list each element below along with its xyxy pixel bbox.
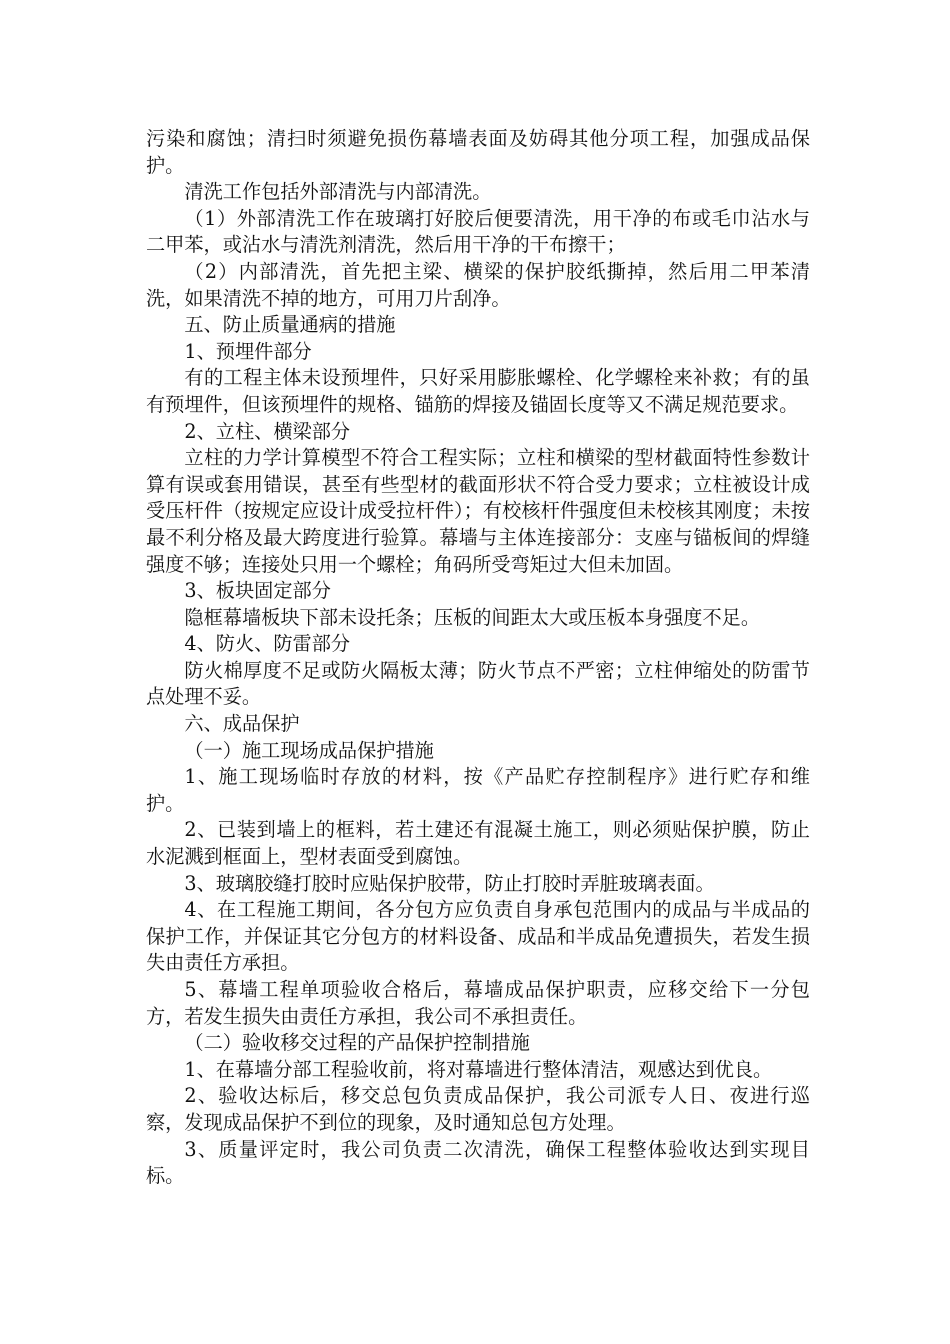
list-item-3: 3、玻璃胶缝打胶时应贴保护胶带，防止打胶时弄脏玻璃表面。 xyxy=(184,871,715,895)
document-page xyxy=(146,126,810,1190)
paragraph-columns-beams: 立柱的力学计算模型不符合工程实际；立柱和横梁的型材截面特性参数计算有误或套用错误，甚至有些型材的截面形状不符合受力要求；立柱被设计成受压杆件（按规定应设计成受拉杆件）；有校核杆件强度但未校核其刚度；未按最不利分格及最大跨度进行验算。幕墙与主体连接部分：支座与锚板间的焊缝强度不够；连接处只用一个螺栓；角码所受弯矩过大但未加固。 xyxy=(146,446,810,576)
list-item-1: 1、施工现场临时存放的材料，按《产品贮存控制程序》进行贮存和维护。 xyxy=(146,765,810,815)
acceptance-item-3: 3、质量评定时，我公司负责二次清洗，确保工程整体验收达到实现目标。 xyxy=(146,1137,810,1188)
subsection-heading-1: （一）施工现场成品保护措施 xyxy=(184,738,434,762)
acceptance-item-2: 2、验收达标后，移交总包负责成品保护，我公司派专人日、夜进行巡察，发现成品保护不到位的现象，及时通知总包方处理。 xyxy=(146,1084,810,1134)
list-item-4: 4、在工程施工期间，各分包方应负责自身承包范围内的成品与半成品的保护工作，并保证其它分包方的材料设备、成品和半成品免遭损失，若发生损失由责任方承担。 xyxy=(146,898,810,975)
paragraph-fire-lightning: 防火棉厚度不足或防火隔板太薄；防火节点不严密；立柱伸缩处的防雷节点处理不妥。 xyxy=(146,658,810,709)
subheading-panel-fixing: 3、板块固定部分 xyxy=(184,579,331,603)
paragraph-panel-fixing: 隐框幕墙板块下部未设托条；压板的间距太大或压板本身强度不足。 xyxy=(184,605,761,629)
paragraph-embedded-parts: 有的工程主体未设预埋件，只好采用膨胀螺栓、化学螺栓来补救；有的虽有预埋件，但该预埋件的规格、锚筋的焊接及锚固长度等又不满足规范要求。 xyxy=(146,366,810,416)
subsection-heading-2: （二）验收移交过程的产品保护控制措施 xyxy=(184,1031,530,1055)
paragraph-4: （2）内部清洗，首先把主梁、横梁的保护胶纸撕掉，然后用二甲苯清洗，如果清洗不掉的地方，可用刀片刮净。 xyxy=(146,259,810,310)
paragraph-1: 污染和腐蚀；清扫时须避免损伤幕墙表面及妨碍其他分项工程，加强成品保护。 xyxy=(146,127,810,177)
subheading-embedded-parts: 1、预埋件部分 xyxy=(184,339,312,363)
section-heading-5: 五、防止质量通病的措施 xyxy=(184,313,396,337)
list-item-5: 5、幕墙工程单项验收合格后，幕墙成品保护职责，应移交给下一分包方，若发生损失由责任方承担，我公司不承担责任。 xyxy=(146,978,810,1028)
section-heading-6: 六、成品保护 xyxy=(184,712,300,736)
acceptance-item-1: 1、在幕墙分部工程验收前，将对幕墙进行整体清洁，观感达到优良。 xyxy=(184,1057,773,1081)
paragraph-3: （1）外部清洗工作在玻璃打好胶后便要清洗，用干净的布或毛巾沾水与二甲苯，或沾水与清洗剂清洗，然后用干净的干布擦干； xyxy=(146,206,810,257)
paragraph-2: 清洗工作包括外部清洗与内部清洗。 xyxy=(184,180,492,204)
subheading-fire-lightning: 4、防火、防雷部分 xyxy=(184,632,351,656)
list-item-2: 2、已装到墙上的框料，若土建还有混凝土施工，则必须贴保护膜，防止水泥溅到框面上，型材表面受到腐蚀。 xyxy=(146,818,810,869)
subheading-columns-beams: 2、立柱、横梁部分 xyxy=(184,419,351,443)
